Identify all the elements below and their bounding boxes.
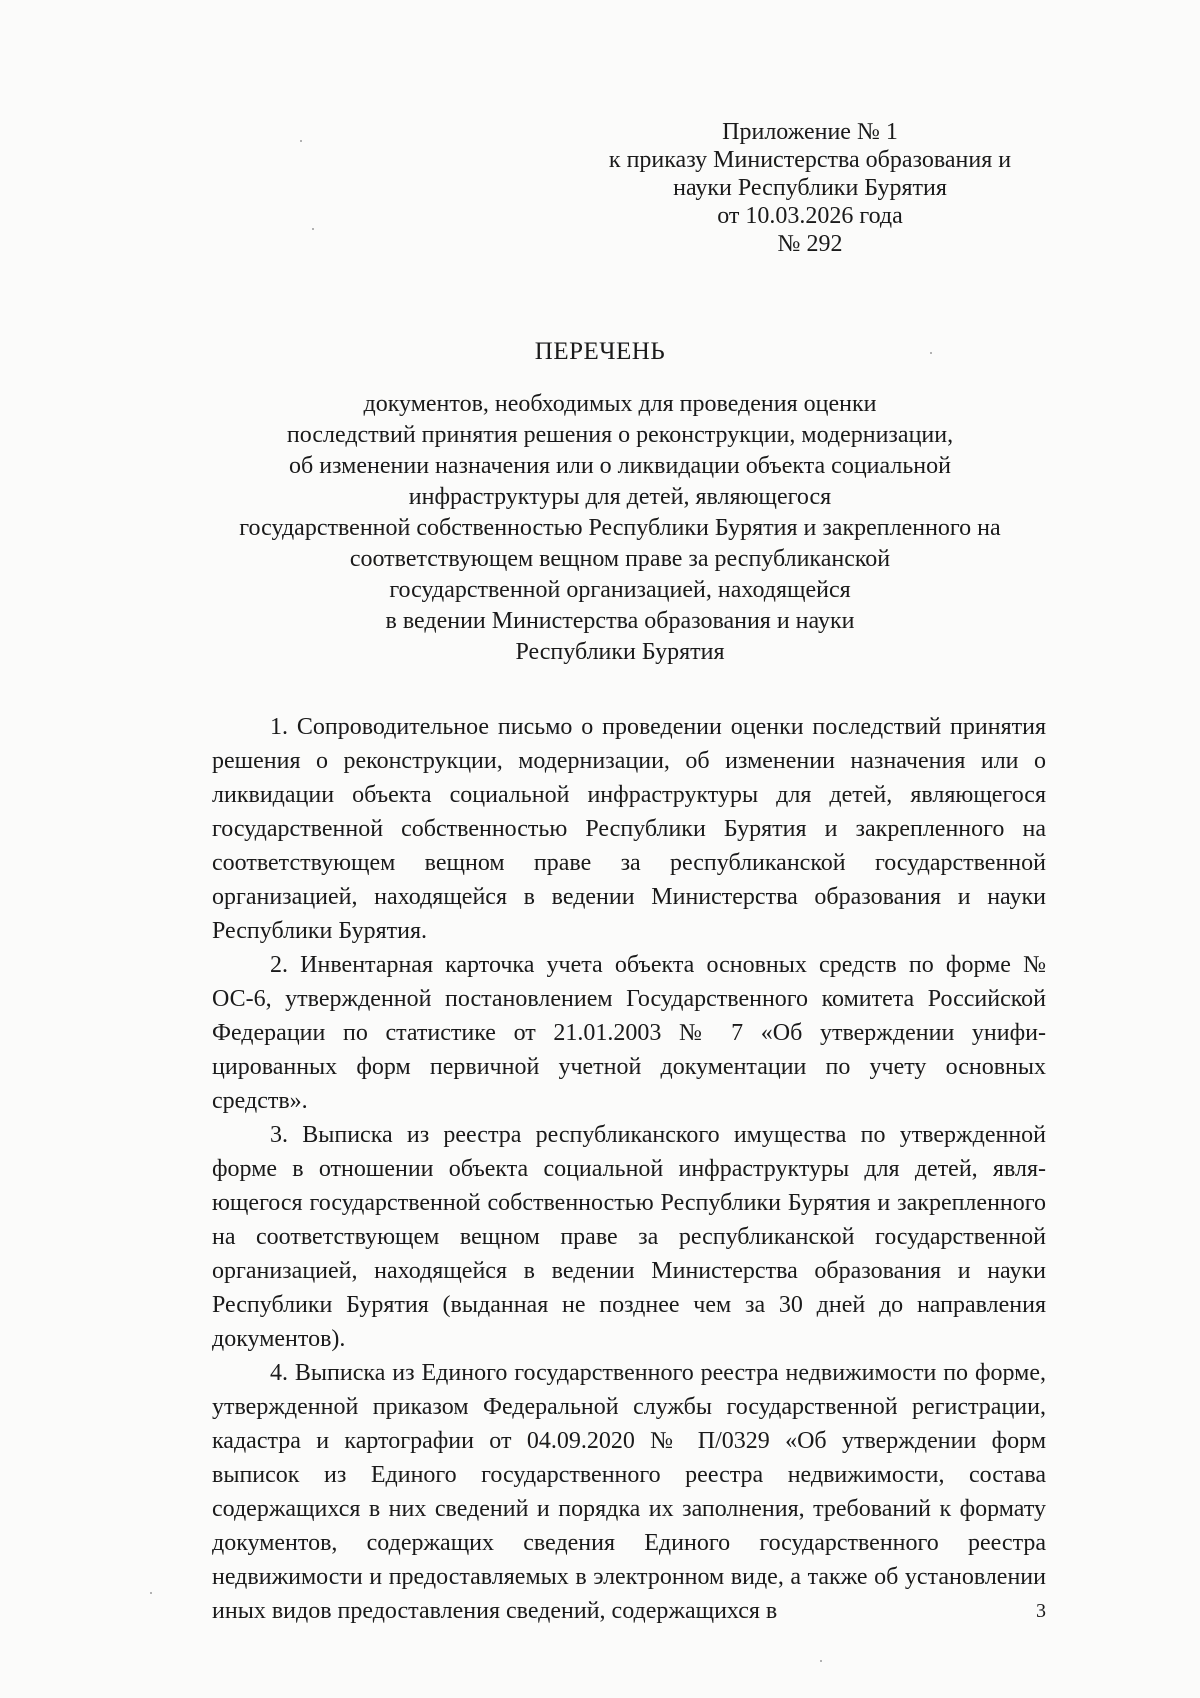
scan-speck — [312, 228, 314, 230]
subtitle-line: инфраструктуры для детей, являющегося — [408, 484, 832, 510]
list-item-2: 2. Инвентарная карточка учета объекта основных средств по форме № ОС-6, утвержденной постановлением Государственного комитета Российской Федерации по статистике от 21.01.2003 № 7 «Об утверждении унифицированных форм первичной учетной документации по учету основных средств». — [212, 952, 1046, 1114]
subtitle-line: документов, необходимых для проведения оценки — [363, 391, 877, 417]
appendix-ministry: науки Республики Бурятия — [673, 175, 947, 201]
list-item-4: 4. Выписка из Единого государственного реестра недвижимости по форме, утвержденной приказом Федеральной службы государственной регистрации, кадастра и картографии от 04.09.2020 № П/0329 «Об утверждении форм выписок из Единого государственного реестра недвижимости, состава содержащихся в них сведений и порядка их заполнения, требований к формату документов, содержащих сведения Единого государственного реестра недвижимости и предоставляемых в электронном виде, а также об установлении иных видов предоставления сведений, содержащихся в — [212, 1360, 1046, 1624]
subtitle-line: об изменении назначения или о ликвидации объекта социальной — [288, 453, 951, 479]
appendix-date: от 10.03.2026 года — [717, 203, 903, 229]
subtitle-line: Республики Бурятия — [515, 639, 725, 665]
scan-speck — [300, 140, 302, 142]
appendix-order-number: № 292 — [777, 231, 843, 257]
document-title: ПЕРЕЧЕНЬ — [534, 338, 666, 365]
document-subtitle — [200, 389, 1040, 668]
appendix-header — [560, 118, 1060, 258]
document-body — [212, 710, 1046, 1628]
subtitle-line: в ведении Министерства образования и науки — [385, 608, 855, 634]
list-item-3: 3. Выписка из реестра республиканского имущества по утвержденной форме в отношении объекта социальной инфраструктуры для детей, являющегося государственной собственностью Республики Бурятия и закрепленного на соответствующем вещном праве за республиканской государственной организацией, находящейся в ведении Министерства образования и науки Республики Бурятия (выданная не позднее чем за 30 дней до направления документов). — [212, 1122, 1046, 1352]
subtitle-line: государственной собственностью Республики Бурятия и закрепленного на — [239, 515, 1001, 541]
subtitle-line: последствий принятия решения о реконструкции, модернизации, — [286, 422, 954, 448]
appendix-order-ref: к приказу Министерства образования и — [608, 147, 1012, 173]
scan-speck — [150, 1592, 152, 1594]
subtitle-line: соответствующем вещном праве за республиканской — [349, 546, 891, 572]
page-number: 3 — [1036, 1600, 1046, 1622]
scan-speck — [820, 1660, 822, 1662]
subtitle-line: государственной организацией, находящейся — [389, 577, 851, 603]
appendix-number: Приложение № 1 — [722, 119, 898, 145]
list-item-1: 1. Сопроводительное письмо о проведении оценки последствий принятия решения о реконструкции, модернизации, об изменении назначения или о ликвидации объекта социальной инфраструктуры для детей, являющегося государственной собственностью Республики Бурятия и закрепленного на соответствующем вещном праве за республиканской государственной организацией, находящейся в ведении Министерства образования и науки Республики Бурятия. — [212, 714, 1046, 944]
